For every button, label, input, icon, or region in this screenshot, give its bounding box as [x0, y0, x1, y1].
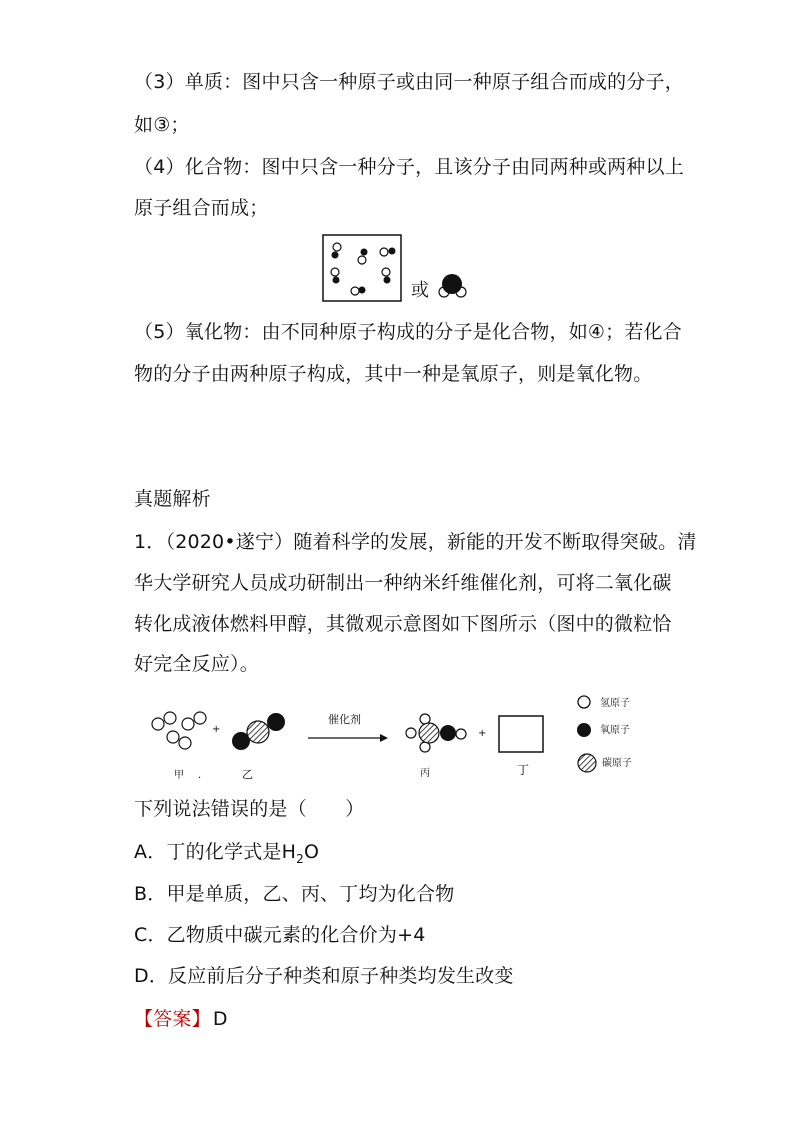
- product-ding-box: [499, 716, 543, 752]
- molecule-2: [358, 249, 368, 265]
- legend-carbon: [578, 754, 632, 772]
- option-a-text: 丁的化学式是H: [166, 841, 297, 863]
- molecule-6: [351, 287, 366, 296]
- q1-line3: 转化成液体燃料甲醇，其微观示意图如下图所示（图中的微粒恰: [134, 613, 672, 635]
- option-b: [134, 882, 454, 906]
- label-bing: 丙: [420, 768, 430, 779]
- figure-or-text: 或: [411, 280, 429, 301]
- q1-line4: 好完全反应）。: [134, 653, 259, 675]
- plus-2: +: [478, 728, 487, 739]
- option-c-letter: C．: [134, 924, 167, 946]
- reactant-jia-hydrogen: [152, 712, 206, 749]
- reactant-yi-co2: [232, 713, 285, 750]
- reaction-diagram: [140, 690, 660, 790]
- molecule-5: [382, 268, 391, 284]
- item4-line2: 原子组合而成；: [134, 197, 269, 219]
- item4-line1: （4）化合物：图中只含一种分子，且该分子由同两种或两种以上: [134, 156, 684, 178]
- arrow-label: 催化剂: [328, 713, 361, 726]
- label-ding: 丁: [517, 763, 530, 777]
- option-a-subscript: 2: [296, 851, 304, 866]
- molecule-3: [380, 248, 396, 257]
- section-heading: 真题解析: [134, 488, 211, 510]
- option-d-text: 反应前后分子种类和原子种类均发生改变: [168, 965, 514, 987]
- item5-line2: 物的分子由两种原子构成，其中一种是氧原子，则是氧化物。: [134, 363, 653, 385]
- option-b-letter: B．: [134, 883, 167, 905]
- answer-line: [134, 1007, 228, 1031]
- arrow-head-icon: [380, 734, 388, 742]
- molecule-4: [331, 268, 340, 284]
- q1-line2: 华大学研究人员成功研制出一种纳米纤维催化剂，可将二氧化碳: [134, 572, 672, 594]
- legend-o-text: 氧原子: [600, 725, 630, 736]
- question-stem: 下列说法错误的是（ ）: [134, 798, 365, 820]
- molecule-1: [332, 243, 342, 259]
- answer-value: D: [212, 1008, 228, 1030]
- option-d-letter: D．: [134, 965, 169, 987]
- plus-1: +: [212, 724, 221, 735]
- label-yi: 乙: [242, 768, 253, 781]
- option-c: [134, 923, 425, 947]
- label-jia: 甲: [174, 770, 184, 781]
- item3-line1: （3）单质：图中只含一种原子或由同一种原子组合而成的分子，: [134, 71, 684, 93]
- answer-label: 【答案】: [134, 1008, 211, 1030]
- option-d: [134, 964, 514, 988]
- option-a-text-after: O: [303, 841, 320, 863]
- legend-h-text: 氢原子: [600, 698, 630, 709]
- product-bing-methanol: [406, 714, 466, 752]
- option-a: [134, 840, 319, 871]
- option-b-text: 甲是单质，乙、丙、丁均为化合物: [166, 883, 455, 905]
- q1-line1: 1．（2020•遂宁）随着科学的发展，新能的开发不断取得突破。清: [134, 531, 697, 553]
- item3-line2: 如③；: [134, 114, 190, 136]
- water-molecule-icon: [439, 274, 466, 297]
- label-dot: .: [198, 770, 202, 781]
- option-a-letter: A．: [134, 841, 167, 863]
- item5-line1: （5）氧化物：由不同种原子构成的分子是化合物，如④；若化合: [134, 321, 682, 343]
- legend-oxygen: [577, 723, 630, 737]
- compound-figure: [320, 232, 480, 304]
- legend-c-text: 碳原子: [602, 758, 632, 769]
- option-c-text: 乙物质中碳元素的化合价为+4: [166, 924, 426, 946]
- legend-hydrogen: [578, 696, 630, 709]
